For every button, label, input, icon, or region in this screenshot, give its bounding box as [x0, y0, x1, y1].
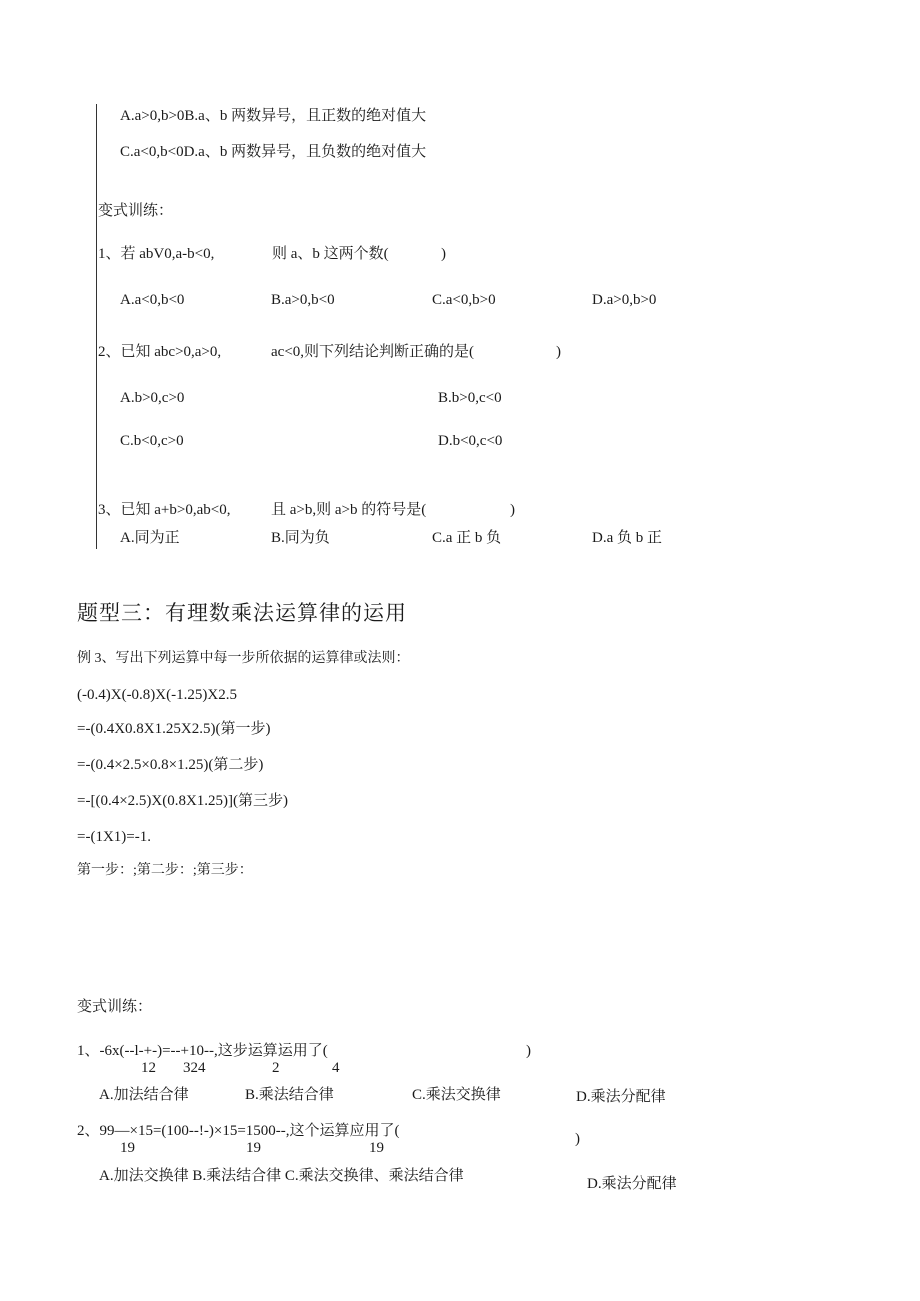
- practice-heading-2: 变式训练：: [77, 999, 153, 1015]
- margin-rule: [96, 104, 97, 549]
- s2-q2-options-line: A.加法交换律 B.乘法结合律 C.乘法交换律、乘法结合律: [99, 1168, 464, 1184]
- q1-stem-part1: 1、若 abV0,a-b<0,: [98, 246, 215, 262]
- answer-line: 第一步：;第二步：;第三步：: [77, 863, 253, 878]
- s2-q1-paren-close: ): [526, 1043, 531, 1059]
- q2-paren-close: ): [556, 344, 561, 360]
- q2-option-a: A.b>0,c>0: [120, 390, 185, 406]
- s2-q1-denominator-2: 324: [183, 1060, 206, 1076]
- s2-q2-stem: 2、99—×15=(100--!-)×15=1500--,这个运算应用了(: [77, 1123, 400, 1139]
- s2-q1-option-c: C.乘法交换律: [412, 1087, 501, 1103]
- section-title: 题型三：有理数乘法运算律的运用: [77, 601, 407, 625]
- q3-option-d: D.a 负 b 正: [592, 530, 662, 546]
- q2-option-c: C.b<0,c>0: [120, 433, 184, 449]
- s2-q1-denominator-3: 2: [272, 1060, 280, 1076]
- example-intro: 例 3、写出下列运算中每一步所依据的运算律或法则：: [77, 651, 410, 666]
- s2-q1-stem: 1、-6x(--l-+-)=--+10--,这步运算运用了(: [77, 1043, 328, 1059]
- s2-q2-denominator-3: 19: [369, 1140, 384, 1156]
- q1-paren-close: ): [441, 246, 446, 262]
- s2-q1-option-b: B.乘法结合律: [245, 1087, 334, 1103]
- calc-step-2: =-(0.4×2.5×0.8×1.25)(第二步): [77, 757, 264, 773]
- q2-option-b: B.b>0,c<0: [438, 390, 502, 406]
- calc-step-4: =-(1X1)=-1.: [77, 829, 151, 845]
- q3-stem-part1: 3、已知 a+b>0,ab<0,: [98, 502, 231, 518]
- s2-q2-denominator-2: 19: [246, 1140, 261, 1156]
- calc-step-1: =-(0.4X0.8X1.25X2.5)(第一步): [77, 721, 271, 737]
- q2-stem-part2: ac<0,则下列结论判断正确的是(: [271, 344, 475, 360]
- q3-option-b: B.同为负: [271, 530, 330, 546]
- q1-option-a: A.a<0,b<0: [120, 292, 185, 308]
- q1-option-b: B.a>0,b<0: [271, 292, 335, 308]
- q3-stem-part2: 且 a>b,则 a>b 的符号是(: [271, 502, 427, 518]
- s2-q1-option-a: A.加法结合律: [99, 1087, 189, 1103]
- q3-paren-close: ): [510, 502, 515, 518]
- q2-option-d: D.b<0,c<0: [438, 433, 503, 449]
- s2-q1-denominator-4: 4: [332, 1060, 340, 1076]
- q3-option-c: C.a 正 b 负: [432, 530, 502, 546]
- options-line-1: A.a>0,b>0B.a、b 两数异号，且正数的绝对值大: [120, 108, 427, 124]
- q2-stem-part1: 2、已知 abc>0,a>0,: [98, 344, 222, 360]
- calc-step-3: =-[(0.4×2.5)X(0.8X1.25)](第三步): [77, 793, 289, 809]
- q1-option-c: C.a<0,b>0: [432, 292, 496, 308]
- q1-stem-part2: 则 a、b 这两个数(: [272, 246, 389, 262]
- q3-option-a: A.同为正: [120, 530, 180, 546]
- options-line-2: C.a<0,b<0D.a、b 两数异号，且负数的绝对值大: [120, 144, 427, 160]
- s2-q1-denominator-1: 12: [141, 1060, 156, 1076]
- s2-q2-paren-close: ): [575, 1131, 580, 1147]
- practice-heading: 变式训练：: [98, 203, 174, 219]
- s2-q2-option-d: D.乘法分配律: [587, 1176, 677, 1192]
- calc-step-0: (-0.4)X(-0.8)X(-1.25)X2.5: [77, 687, 237, 703]
- q1-option-d: D.a>0,b>0: [592, 292, 657, 308]
- s2-q1-option-d: D.乘法分配律: [576, 1089, 666, 1105]
- s2-q2-denominator-1: 19: [120, 1140, 135, 1156]
